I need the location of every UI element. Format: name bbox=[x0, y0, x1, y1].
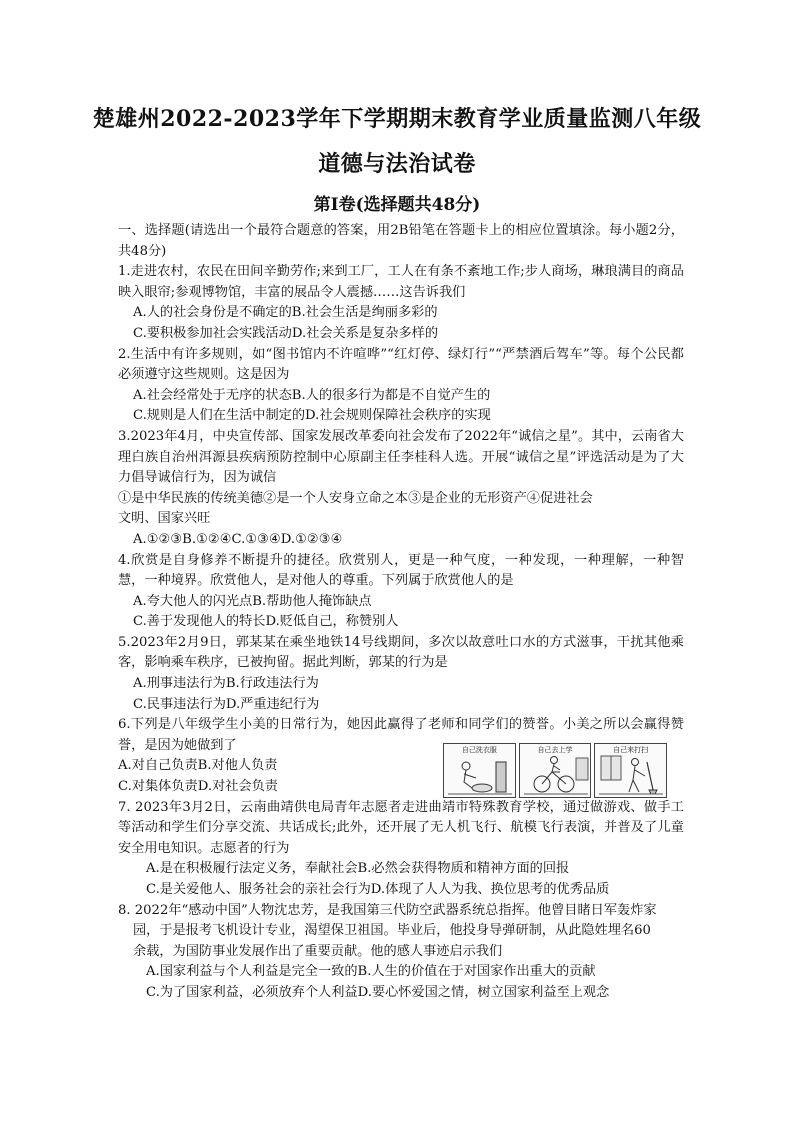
q5-options-ab: A.刑事违法行为B.行政违法行为 bbox=[133, 676, 319, 692]
q7-stem: 7. 2023年3月2日，云南曲靖供电局青年志愿者走进曲靖市特殊教育学校，通过做游戏、做手工等活动和学生们分享交流、共话成长;此外，还开展了无人机飞行、航模飞行表演，并普及了儿童安全用电知识。志愿者的行为 bbox=[118, 799, 684, 856]
q8-options-cd: C.为了国家利益，必须放弃个人利益D.要心怀爱国之情，树立国家利益至上观念 bbox=[146, 984, 610, 1000]
cleaning-caption: 自己来打扫 bbox=[613, 746, 649, 754]
q1-options-cd: C.要积极参加社会实践活动D.社会关系是复杂多样的 bbox=[133, 325, 439, 341]
laundry-illustration bbox=[443, 743, 516, 798]
q2-options-cd: C.规则是人们在生活中制定的D.社会规则保障社会秩序的实现 bbox=[133, 408, 491, 424]
q7-options-ab: A.是在积极履行法定义务，奉献社会B.必然会获得物质和精神方面的回报 bbox=[146, 861, 570, 877]
q6-options-cd: C.对集体负责D.对社会负责 bbox=[118, 779, 278, 795]
q3-options: A.①②③B.①②④C.①③④D.①②③④ bbox=[133, 531, 343, 547]
q5-stem: 5.2023年2月9日，郭某某在乘坐地铁14号线期间，多次以故意吐口水的方式滋事，干扰其他乘客，影响乘车秩序，已被拘留。据此判断，郭某的行为是 bbox=[118, 634, 684, 671]
laundry-icon bbox=[444, 744, 516, 798]
q4-stem: 4.欣赏是自身修养不断提升的捷径。欣赏别人，更是一种气度，一种发现，一种理解，一种智慧，一种境界。欣赏他人，是对他人的尊重。下列属于欣赏他人的是 bbox=[118, 552, 684, 589]
q2-options-ab: A.社会经常处于无序的状态B.人的很多行为都是不自觉产生的 bbox=[133, 387, 491, 403]
q1-stem: 1.走进农村，农民在田间辛勤劳作;来到工厂，工人在有条不紊地工作;步人商场，琳琅满目的商品映入眼帘;参观博物馆，丰富的展品令人震撼……这告诉我们 bbox=[118, 264, 684, 300]
q3-stem: 3.2023年4月，中央宣传部、国家发展改革委向社会发布了2022年“诚信之星”。其中，云南省大理白族自治州洱源县疾病预防控制中心原副主任李桂科人选。开展“诚信之星”评选活动是为了大力倡导诚信行为，因为诚信 bbox=[118, 428, 684, 486]
q4-options-ab: A.夸大他人的闪光点B.帮助他人掩饰缺点 bbox=[133, 593, 372, 609]
q8-stem-line3: 余载，为国防事业发展作出了重要贡献。他的感人事迹启示我们 bbox=[133, 943, 503, 959]
cleaning-illustration bbox=[594, 743, 667, 798]
broom-icon bbox=[595, 744, 667, 798]
q2-stem: 2.生活中有许多规则，如“图书馆内不许喧哗”“红灯停、绿灯行”“严禁酒后驾车”等。每个公民都必须遵守这些规则。这是因为 bbox=[118, 346, 684, 383]
q7-options-cd: C.是关爱他人、服务社会的亲社会行为D.体现了人人为我、换位思考的优秀品质 bbox=[146, 882, 610, 897]
q8-options-ab: A.国家利益与个人利益是完全一致的B.人生的价值在于对国家作出重大的贡献 bbox=[146, 964, 596, 980]
instructions: 一、选择题(请选出一个最符合题意的答案，用2B铅笔在答题卡上的相应位置填涂。每小题2分，共48分) bbox=[118, 223, 684, 259]
bicycle-icon bbox=[520, 744, 592, 798]
cycling-illustration bbox=[519, 743, 592, 798]
q3-statements-cont: 文明、国家兴旺 bbox=[118, 511, 211, 527]
cycling-caption: 自己去上学 bbox=[537, 746, 573, 754]
q1-options-ab: A.人的社会身份是不确定的B.社会生活是绚丽多彩的 bbox=[133, 305, 438, 321]
question-content bbox=[118, 221, 684, 1004]
q8-stem-line2: 园，于是报考飞机设计专业，渴望保卫祖国。毕业后，他投身导弹研制，从此隐姓埋名60 bbox=[133, 923, 651, 939]
laundry-caption: 自己洗衣服 bbox=[461, 746, 497, 754]
q5-options-cd: C.民事违法行为D.严重违纪行为 bbox=[133, 696, 320, 712]
q4-options-cd: C.善于发现他人的特长D.贬低自己，称赞别人 bbox=[133, 614, 399, 630]
exam-title-line2: 道德与法治试卷 bbox=[318, 151, 476, 177]
q6-options-ab: A.对自己负责B.对他人负责 bbox=[118, 758, 278, 774]
q8-stem-line1: 8. 2022年“感动中国”人物沈忠芳，是我国第三代防空武器系统总指挥。他曾目睹日军轰炸家 bbox=[118, 902, 657, 918]
section-title: 第Ⅰ卷(选择题共48分) bbox=[313, 195, 481, 215]
exam-title-line1: 楚雄州2022-2023学年下学期期末教育学业质量监测八年级 bbox=[92, 106, 702, 132]
q6-stem: 6.下列是八年级学生小美的日常行为，她因此赢得了老师和同学们的赞誉。小美之所以会赢得赞誉，是因为她做到了 bbox=[118, 717, 684, 753]
q6-illustrations bbox=[443, 743, 667, 798]
q3-statements: ①是中华民族的传统美德②是一个人安身立命之本③是企业的无形资产④促进社会 bbox=[118, 490, 593, 506]
